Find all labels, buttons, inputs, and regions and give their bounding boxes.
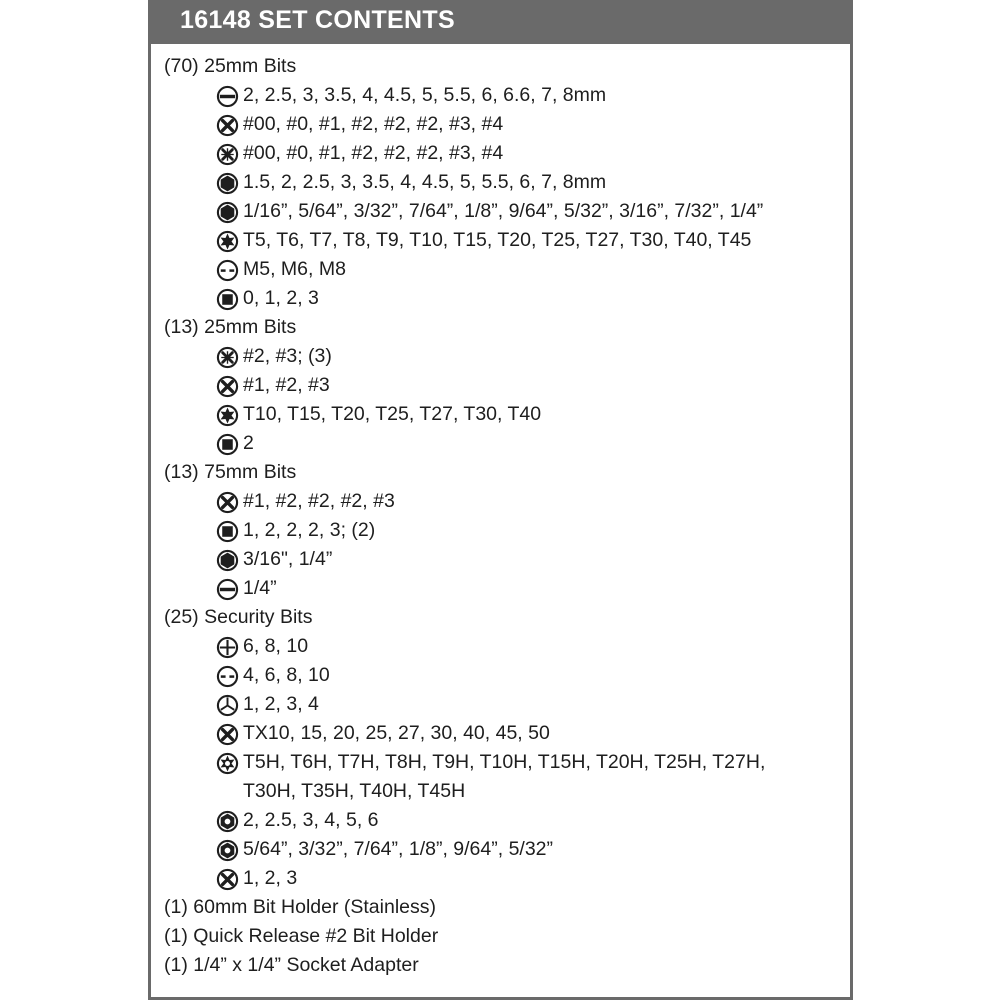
row-text: 4, 6, 8, 10 [243, 664, 330, 686]
phillips-icon [216, 114, 239, 137]
list-item [164, 284, 850, 313]
row-text: #1, #2, #2, #2, #3 [243, 490, 395, 512]
list-item [164, 748, 850, 777]
contents-list [164, 52, 850, 980]
row-text: (25) Security Bits [164, 606, 313, 628]
row-text: #00, #0, #1, #2, #2, #2, #3, #4 [243, 142, 504, 164]
header-bar [151, 0, 850, 44]
row-text: (13) 25mm Bits [164, 316, 297, 338]
list-item [164, 168, 850, 197]
list-item [164, 545, 850, 574]
row-text: (1) Quick Release #2 Bit Holder [164, 925, 439, 947]
phillips-icon [216, 491, 239, 514]
row-text: #2, #3; (3) [243, 345, 332, 367]
list-item [164, 719, 850, 748]
pozidriv-icon [216, 346, 239, 369]
list-item [164, 864, 850, 893]
section-heading [164, 458, 850, 487]
row-text: 5/64”, 3/32”, 7/64”, 1/8”, 9/64”, 5/32” [243, 838, 554, 860]
row-text: 2 [243, 432, 254, 454]
list-item [164, 197, 850, 226]
row-text: 3/16", 1/4” [243, 548, 333, 570]
row-text: TX10, 15, 20, 25, 27, 30, 40, 45, 50 [243, 722, 550, 744]
list-item [164, 487, 850, 516]
row-text: 2, 2.5, 3, 3.5, 4, 4.5, 5, 5.5, 6, 6.6, 7, 8mm [243, 84, 607, 106]
torx-security-icon [216, 752, 239, 775]
row-text: 1, 2, 2, 2, 3; (2) [243, 519, 376, 541]
spanner-icon [216, 259, 239, 282]
list-item [164, 632, 850, 661]
phillips-icon [216, 375, 239, 398]
row-text: (13) 75mm Bits [164, 461, 297, 483]
section-heading [164, 313, 850, 342]
row-text: T30H, T35H, T40H, T45H [243, 780, 466, 802]
list-item [164, 400, 850, 429]
square-icon [216, 520, 239, 543]
list-item [164, 255, 850, 284]
list-item [164, 661, 850, 690]
list-item [164, 806, 850, 835]
slotted-icon [216, 85, 239, 108]
hex-security-icon [216, 810, 239, 833]
list-item [164, 226, 850, 255]
spanner-icon [216, 665, 239, 688]
torx-icon [216, 230, 239, 253]
list-item [164, 516, 850, 545]
square-icon [216, 288, 239, 311]
list-item [164, 110, 850, 139]
list-item [164, 835, 850, 864]
list-item-continuation [164, 777, 850, 806]
set-contents-panel [148, 0, 853, 1000]
row-text: T5, T6, T7, T8, T9, T10, T15, T20, T25, T27, T30, T40, T45 [243, 229, 752, 251]
section-heading [164, 951, 850, 980]
row-text: 1.5, 2, 2.5, 3, 3.5, 4, 4.5, 5, 5.5, 6, 7, 8mm [243, 171, 607, 193]
list-item [164, 429, 850, 458]
row-text: T5H, T6H, T7H, T8H, T9H, T10H, T15H, T20H, T25H, T27H, [243, 751, 766, 773]
list-item [164, 690, 850, 719]
phillips-icon [216, 868, 239, 891]
list-item [164, 371, 850, 400]
list-item [164, 139, 850, 168]
page-title: 16148 SET CONTENTS [180, 6, 455, 34]
row-text: T10, T15, T20, T25, T27, T30, T40 [243, 403, 542, 425]
section-heading [164, 603, 850, 632]
row-text: 0, 1, 2, 3 [243, 287, 319, 309]
list-item [164, 81, 850, 110]
row-text: 2, 2.5, 3, 4, 5, 6 [243, 809, 379, 831]
row-text: 1/4” [243, 577, 277, 599]
hex-icon [216, 201, 239, 224]
row-text: 1, 2, 3 [243, 867, 298, 889]
row-text: M5, M6, M8 [243, 258, 346, 280]
row-text: 6, 8, 10 [243, 635, 309, 657]
row-text: 1, 2, 3, 4 [243, 693, 319, 715]
row-text: (1) 60mm Bit Holder (Stainless) [164, 896, 436, 918]
row-text: (1) 1/4” x 1/4” Socket Adapter [164, 954, 419, 976]
row-text: 1/16”, 5/64”, 3/32”, 7/64”, 1/8”, 9/64”, 5/32”, 3/16”, 7/32”, 1/4” [243, 200, 764, 222]
list-item [164, 574, 850, 603]
cross-plus-icon [216, 636, 239, 659]
section-heading [164, 52, 850, 81]
section-heading [164, 893, 850, 922]
row-text: #1, #2, #3 [243, 374, 330, 396]
square-icon [216, 433, 239, 456]
tri-wing-icon [216, 694, 239, 717]
slotted-icon [216, 578, 239, 601]
row-text: (70) 25mm Bits [164, 55, 297, 77]
hex-icon [216, 172, 239, 195]
phillips-icon [216, 723, 239, 746]
hex-icon [216, 549, 239, 572]
row-text: #00, #0, #1, #2, #2, #2, #3, #4 [243, 113, 504, 135]
list-item [164, 342, 850, 371]
pozidriv-icon [216, 143, 239, 166]
hex-security-icon [216, 839, 239, 862]
torx-icon [216, 404, 239, 427]
section-heading [164, 922, 850, 951]
